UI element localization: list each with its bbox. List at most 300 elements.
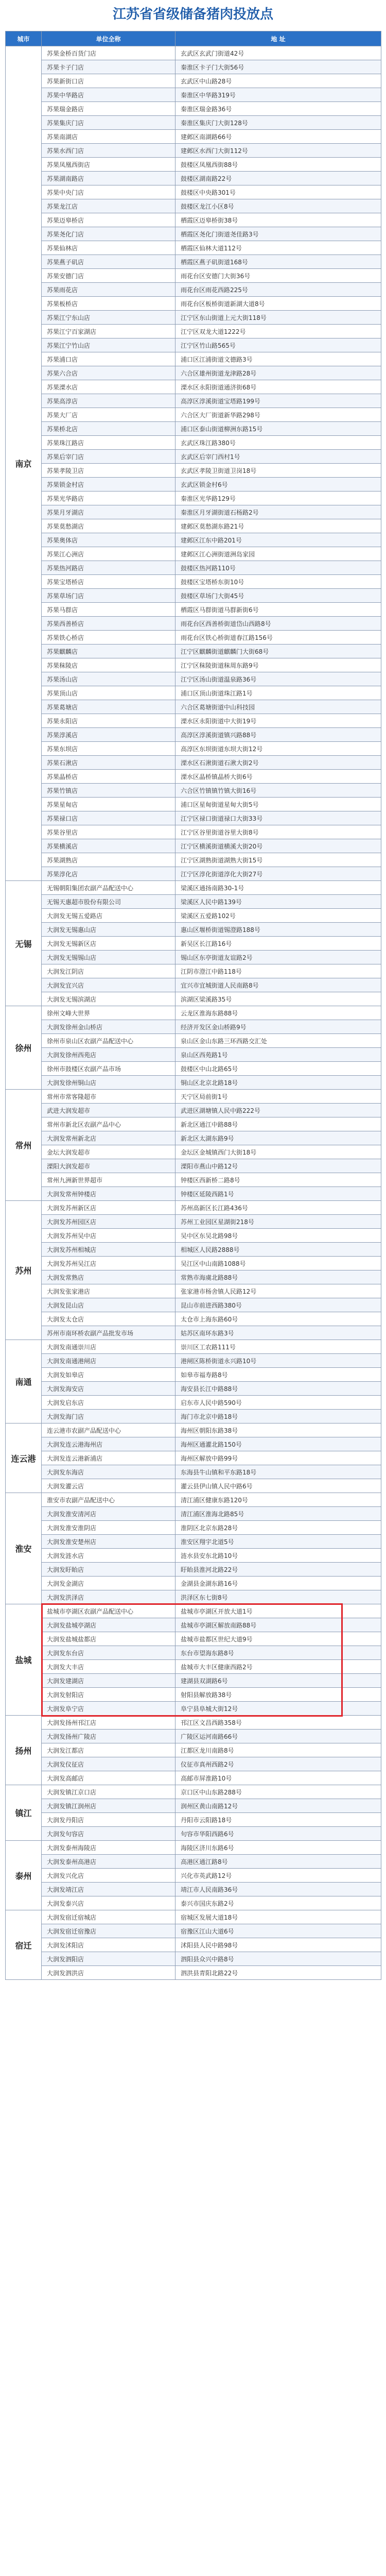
- unit-name-cell: 大润发盐城亭湖店: [42, 1618, 176, 1632]
- address-cell: 泗阳县众兴中路8号: [176, 1952, 381, 1966]
- table-row: [6, 631, 381, 645]
- table-row: [6, 1020, 381, 1034]
- table-row: [6, 1257, 381, 1270]
- address-cell: 江都区龙川南路8号: [176, 1743, 381, 1757]
- header-city: 城市: [6, 31, 42, 46]
- unit-name-cell: 大润发镇江京口店: [42, 1785, 176, 1799]
- address-cell: 六合区大厂街道新华路298号: [176, 408, 381, 422]
- unit-name-cell: 大润发建湖店: [42, 1674, 176, 1688]
- table-row: [6, 1312, 381, 1326]
- table-row: [6, 742, 381, 756]
- table-row: [6, 158, 381, 172]
- unit-name-cell: 徐州市泉山区农副产品配送中心: [42, 1034, 176, 1048]
- unit-name-cell: 大润发启东店: [42, 1396, 176, 1410]
- unit-name-cell: 苏果永阳店: [42, 714, 176, 728]
- table-row: [6, 1632, 381, 1646]
- address-cell: 京口区中山东路288号: [176, 1785, 381, 1799]
- table-row: [6, 130, 381, 144]
- unit-name-cell: 常州九洲新世界超市: [42, 1173, 176, 1187]
- address-cell: 东台市望海东路8号: [176, 1646, 381, 1660]
- unit-name-cell: 大润发淮安楚州店: [42, 1535, 176, 1549]
- table-row: [6, 241, 381, 255]
- unit-name-cell: 苏果江宁东山店: [42, 311, 176, 325]
- address-cell: 梁溪区人民中路139号: [176, 895, 381, 909]
- header-row: [6, 31, 381, 46]
- unit-name-cell: 盐城市亭湖区农副产品配送中心: [42, 1604, 176, 1618]
- table-row: [6, 1757, 381, 1771]
- table-row: [6, 297, 381, 311]
- table-row: [6, 1563, 381, 1577]
- unit-name-cell: 苏果谷里店: [42, 825, 176, 839]
- city-cell: 常州: [6, 1090, 42, 1201]
- address-cell: 盐城市大丰区健康西路2号: [176, 1660, 381, 1674]
- address-cell: 淮安区翔宇北道5号: [176, 1535, 381, 1549]
- address-cell: 射阳县解放路38号: [176, 1688, 381, 1702]
- unit-name-cell: 大润发扬州广陵店: [42, 1730, 176, 1743]
- address-cell: 江宁区秣陵街道秣周东路9号: [176, 658, 381, 672]
- unit-name-cell: 大润发无锡惠山店: [42, 923, 176, 937]
- address-cell: 江宁区汤山街道温泉路36号: [176, 672, 381, 686]
- unit-name-cell: 金坛大润发超市: [42, 1145, 176, 1159]
- address-cell: 东海县牛山镇和平东路18号: [176, 1465, 381, 1479]
- table-row: [6, 1521, 381, 1535]
- address-cell: 浦口区江浦街道文德路3号: [176, 352, 381, 366]
- table-row: [6, 88, 381, 102]
- address-cell: 洪泽区东七街8号: [176, 1590, 381, 1604]
- unit-name-cell: 苏果南湖店: [42, 130, 176, 144]
- table-row: [6, 1799, 381, 1813]
- unit-name-cell: 苏果石湫店: [42, 756, 176, 770]
- unit-name-cell: 苏果马群店: [42, 603, 176, 617]
- city-cell: 盐城: [6, 1604, 42, 1716]
- table-row: [6, 1646, 381, 1660]
- unit-name-cell: 苏果六合店: [42, 366, 176, 380]
- address-cell: 玄武区珠江路380号: [176, 436, 381, 450]
- unit-name-cell: 苏果迈皋桥店: [42, 213, 176, 227]
- unit-name-cell: 苏果晶桥店: [42, 770, 176, 784]
- address-cell: 鼓楼区宝塔桥东街10号: [176, 575, 381, 589]
- table-row: [6, 1618, 381, 1632]
- table-row: [6, 575, 381, 589]
- address-cell: 溧水区晶桥镇晶桥大街6号: [176, 770, 381, 784]
- table-row: [6, 978, 381, 992]
- address-cell: 鼓楼区热河路110号: [176, 561, 381, 575]
- address-cell: 鼓楼区湖南路22号: [176, 172, 381, 185]
- city-cell: 苏州: [6, 1201, 42, 1340]
- unit-name-cell: 大润发泰州海陵店: [42, 1841, 176, 1855]
- table-row: [6, 617, 381, 631]
- table-row: [6, 1716, 381, 1730]
- address-cell: 秦淮区中华路319号: [176, 88, 381, 102]
- table-row: [6, 1855, 381, 1869]
- address-cell: 句容市华阳西路6号: [176, 1827, 381, 1841]
- table-row: [6, 784, 381, 798]
- unit-name-cell: 大润发连云港新浦店: [42, 1451, 176, 1465]
- unit-name-cell: 苏果淳化店: [42, 867, 176, 881]
- address-cell: 崇川区工农路111号: [176, 1340, 381, 1354]
- table-row: [6, 1896, 381, 1910]
- unit-name-cell: 大润发徐州铜山店: [42, 1076, 176, 1090]
- address-cell: 玄武区后宰门西村1号: [176, 450, 381, 464]
- table-row: [6, 519, 381, 533]
- address-cell: 金湖县金湖东路16号: [176, 1577, 381, 1590]
- table-row: [6, 1577, 381, 1590]
- table-row: [6, 1507, 381, 1521]
- table-row: [6, 450, 381, 464]
- address-cell: 鼓楼区中山北路65号: [176, 1062, 381, 1076]
- table-row: [6, 923, 381, 937]
- table-row: [6, 1104, 381, 1117]
- table-row: [6, 1229, 381, 1243]
- table-row: [6, 1479, 381, 1493]
- unit-name-cell: 大润发南通港闸店: [42, 1354, 176, 1368]
- unit-name-cell: 苏果集庆门店: [42, 116, 176, 130]
- table-row: [6, 380, 381, 394]
- table-row: [6, 144, 381, 158]
- unit-name-cell: 大润发淮安淮阴店: [42, 1521, 176, 1535]
- unit-name-cell: 大润发宿迁宿城店: [42, 1910, 176, 1924]
- unit-name-cell: 苏果淳溪店: [42, 728, 176, 742]
- table-row: [6, 408, 381, 422]
- unit-name-cell: 大润发泗洪店: [42, 1966, 176, 1980]
- unit-name-cell: 苏果江心洲店: [42, 547, 176, 561]
- table-row: [6, 74, 381, 88]
- address-cell: 玄武区孝陵卫街道卫岗18号: [176, 464, 381, 478]
- unit-name-cell: 苏果江宁竹山店: [42, 338, 176, 352]
- table-row: [6, 937, 381, 951]
- unit-name-cell: 大润发淮安清河店: [42, 1507, 176, 1521]
- address-cell: 灌云县伊山镇人民中路6号: [176, 1479, 381, 1493]
- address-cell: 溧水区石湫街道石湫大街2号: [176, 756, 381, 770]
- unit-name-cell: 大润发洪泽店: [42, 1590, 176, 1604]
- table-row: [6, 561, 381, 575]
- address-cell: 淮阴区北京东路28号: [176, 1521, 381, 1535]
- address-cell: 清江浦区淮海北路85号: [176, 1507, 381, 1521]
- table-row: [6, 172, 381, 185]
- unit-name-cell: 大润发苏州新区店: [42, 1201, 176, 1215]
- address-cell: 高淳区东坝街道东坝大街12号: [176, 742, 381, 756]
- table-row: [6, 1771, 381, 1785]
- table-row: [6, 756, 381, 770]
- table-row: [6, 1382, 381, 1396]
- address-cell: 建邺区南湖路66号: [176, 130, 381, 144]
- unit-name-cell: 苏果雨花店: [42, 283, 176, 297]
- address-cell: 江宁区竹山路565号: [176, 338, 381, 352]
- table-row: [6, 1215, 381, 1229]
- unit-name-cell: 大润发常熟店: [42, 1270, 176, 1284]
- unit-name-cell: 苏果孝陵卫店: [42, 464, 176, 478]
- address-cell: 鼓楼区凤凰西街88号: [176, 158, 381, 172]
- table-row: [6, 478, 381, 492]
- table-row: [6, 1159, 381, 1173]
- unit-name-cell: 大润发丹阳店: [42, 1813, 176, 1827]
- address-cell: 秦淮区月牙湖街道石杨路2号: [176, 505, 381, 519]
- address-cell: 梁溪区通扬南路30-1号: [176, 881, 381, 895]
- table-row: [6, 1688, 381, 1702]
- table-row: [6, 1451, 381, 1465]
- address-cell: 浦口区泰山街道柳洲东路15号: [176, 422, 381, 436]
- unit-name-cell: 苏果东坝店: [42, 742, 176, 756]
- table-row: [6, 505, 381, 519]
- table-row: [6, 1354, 381, 1368]
- unit-name-cell: 苏果禄口店: [42, 811, 176, 825]
- address-cell: 泗洪县青阳北路22号: [176, 1966, 381, 1980]
- unit-name-cell: 大润发太仓店: [42, 1312, 176, 1326]
- unit-name-cell: 苏果大厂店: [42, 408, 176, 422]
- address-cell: 江宁区谷里街道谷里大街8号: [176, 825, 381, 839]
- address-cell: 泰兴市国庆东路2号: [176, 1896, 381, 1910]
- table-row: [6, 1841, 381, 1855]
- unit-name-cell: 大润发苏州吴中店: [42, 1229, 176, 1243]
- table-row: [6, 1145, 381, 1159]
- table-row: [6, 269, 381, 283]
- address-cell: 邗江区文昌西路358号: [176, 1716, 381, 1730]
- unit-name-cell: 大润发徐州金山桥店: [42, 1020, 176, 1034]
- address-cell: 如皋市福寿路8号: [176, 1368, 381, 1382]
- address-cell: 鼓楼区草场门大街45号: [176, 589, 381, 603]
- unit-name-cell: 徐州市鼓楼区农副产品市场: [42, 1062, 176, 1076]
- table-row: [6, 1590, 381, 1604]
- table-row: [6, 839, 381, 853]
- header-name: 单位全称: [42, 31, 176, 46]
- unit-name-cell: 大润发东海店: [42, 1465, 176, 1479]
- table-row: [6, 227, 381, 241]
- unit-name-cell: 苏果横溪店: [42, 839, 176, 853]
- unit-name-cell: 大润发盐城盐都店: [42, 1632, 176, 1646]
- table-row: [6, 1270, 381, 1284]
- address-cell: 盐城市亭湖区解放南路88号: [176, 1618, 381, 1632]
- table-row: [6, 1604, 381, 1618]
- table-row: [6, 909, 381, 923]
- table-row: [6, 686, 381, 700]
- unit-name-cell: 苏果水西门店: [42, 144, 176, 158]
- address-cell: 栖霞区仙林大道112号: [176, 241, 381, 255]
- address-cell: 海门市北京中路18号: [176, 1410, 381, 1423]
- address-cell: 六合区竹镇镇竹镇大街16号: [176, 784, 381, 798]
- unit-name-cell: 苏果秣陵店: [42, 658, 176, 672]
- table-row: [6, 352, 381, 366]
- table-row: [6, 645, 381, 658]
- address-cell: 浦口区星甸街道星甸大街5号: [176, 798, 381, 811]
- table-row: [6, 589, 381, 603]
- table-row: [6, 825, 381, 839]
- table-row: [6, 60, 381, 74]
- table-row: [6, 1340, 381, 1354]
- table-row: [6, 1827, 381, 1841]
- unit-name-cell: 苏果湖南路店: [42, 172, 176, 185]
- address-cell: 雨花台区安德门大街36号: [176, 269, 381, 283]
- unit-name-cell: 大润发常州钟楼店: [42, 1187, 176, 1201]
- address-cell: 姑苏区南环东路3号: [176, 1326, 381, 1340]
- address-cell: 建邺区江心洲街道洲岛家园: [176, 547, 381, 561]
- table-row: [6, 1869, 381, 1883]
- table-row: [6, 213, 381, 227]
- unit-name-cell: 大润发泰州高港店: [42, 1855, 176, 1869]
- address-cell: 沭阳县人民中路98号: [176, 1938, 381, 1952]
- address-cell: 海州区解放中路99号: [176, 1451, 381, 1465]
- distribution-table: [5, 31, 381, 1980]
- address-cell: 惠山区堰桥街道锡澄路188号: [176, 923, 381, 937]
- city-cell: 泰州: [6, 1841, 42, 1910]
- table-row: [6, 1660, 381, 1674]
- address-cell: 钟楼区西新桥二路8号: [176, 1173, 381, 1187]
- unit-name-cell: 苏果顶山店: [42, 686, 176, 700]
- address-cell: 秦淮区瑞金路36号: [176, 102, 381, 116]
- table-row: [6, 436, 381, 450]
- unit-name-cell: 大润发无锡新区店: [42, 937, 176, 951]
- table-row: [6, 1048, 381, 1062]
- address-cell: 高淳区淳溪街道宝塔路199号: [176, 394, 381, 408]
- city-cell: 无锡: [6, 881, 42, 1006]
- address-cell: 浦口区顶山街道珠江路1号: [176, 686, 381, 700]
- table-row: [6, 283, 381, 297]
- unit-name-cell: 大润发泗阳店: [42, 1952, 176, 1966]
- unit-name-cell: 大润发徐州西苑店: [42, 1048, 176, 1062]
- table-row: [6, 1173, 381, 1187]
- unit-name-cell: 连云港市农副产品配送中心: [42, 1423, 176, 1437]
- address-cell: 海州区通灌北路150号: [176, 1437, 381, 1451]
- address-cell: 鼓楼区中央路301号: [176, 185, 381, 199]
- table-row: [6, 672, 381, 686]
- address-cell: 启东市人民中路590号: [176, 1396, 381, 1410]
- unit-name-cell: 苏果安德门店: [42, 269, 176, 283]
- table-row: [6, 1437, 381, 1451]
- table-row: [6, 464, 381, 478]
- address-cell: 海陵区济川东路6号: [176, 1841, 381, 1855]
- unit-name-cell: 苏果西善桥店: [42, 617, 176, 631]
- address-cell: 吴江区中山南路1088号: [176, 1257, 381, 1270]
- address-cell: 江阴市澄江中路118号: [176, 964, 381, 978]
- unit-name-cell: 大润发张家港店: [42, 1284, 176, 1298]
- address-cell: 金坛区金城镇西门大街18号: [176, 1145, 381, 1159]
- address-cell: 江宁区双龙大道1222号: [176, 325, 381, 338]
- unit-name-cell: 溧阳大润发超市: [42, 1159, 176, 1173]
- table-row: [6, 1549, 381, 1563]
- address-cell: 江宁区东山街道上元大街118号: [176, 311, 381, 325]
- table-row: [6, 951, 381, 964]
- address-cell: 泉山区西苑路1号: [176, 1048, 381, 1062]
- address-cell: 滨湖区梁溪路35号: [176, 992, 381, 1006]
- unit-name-cell: 大润发连云港海州店: [42, 1437, 176, 1451]
- address-cell: 雨花台区铁心桥街道春江路156号: [176, 631, 381, 645]
- unit-name-cell: 苏果锁金村店: [42, 478, 176, 492]
- unit-name-cell: 大润发如皋店: [42, 1368, 176, 1382]
- unit-name-cell: 大润发高邮店: [42, 1771, 176, 1785]
- unit-name-cell: 大润发灌云店: [42, 1479, 176, 1493]
- unit-name-cell: 大润发江阴店: [42, 964, 176, 978]
- address-cell: 高港区通江路8号: [176, 1855, 381, 1869]
- city-cell: 镇江: [6, 1785, 42, 1841]
- address-cell: 苏州高新区长江路436号: [176, 1201, 381, 1215]
- address-cell: 江宁区淳化街道淳化大街27号: [176, 867, 381, 881]
- table-row: [6, 1966, 381, 1980]
- city-cell: 南通: [6, 1340, 42, 1423]
- address-cell: 常熟市海虞北路88号: [176, 1270, 381, 1284]
- table-row: [6, 1743, 381, 1757]
- unit-name-cell: 苏果莫愁湖店: [42, 519, 176, 533]
- unit-name-cell: 大润发涟水店: [42, 1549, 176, 1563]
- table-row: [6, 1076, 381, 1090]
- unit-name-cell: 大润发阜宁店: [42, 1702, 176, 1716]
- address-cell: 张家港市杨舍镇人民路12号: [176, 1284, 381, 1298]
- table-row: [6, 603, 381, 617]
- address-cell: 栖霞区燕子矶街道168号: [176, 255, 381, 269]
- address-cell: 江宁区湖熟街道湖熟大街15号: [176, 853, 381, 867]
- unit-name-cell: 大润发盱眙店: [42, 1563, 176, 1577]
- unit-name-cell: 苏果中华路店: [42, 88, 176, 102]
- unit-name-cell: 大润发海安店: [42, 1382, 176, 1396]
- address-cell: 溧阳市燕山中路12号: [176, 1159, 381, 1173]
- unit-name-cell: 大润发仪征店: [42, 1757, 176, 1771]
- table-row: [6, 102, 381, 116]
- unit-name-cell: 苏果仙林店: [42, 241, 176, 255]
- table-row: [6, 811, 381, 825]
- address-cell: 秦淮区卡子门大街56号: [176, 60, 381, 74]
- address-cell: 阜宁县阜城大街12号: [176, 1702, 381, 1716]
- unit-name-cell: 苏果高淳店: [42, 394, 176, 408]
- unit-name-cell: 武进大润发超市: [42, 1104, 176, 1117]
- unit-name-cell: 苏果月牙湖店: [42, 505, 176, 519]
- unit-name-cell: 大润发常州新北店: [42, 1131, 176, 1145]
- unit-name-cell: 苏果卡子门店: [42, 60, 176, 74]
- table-row: [6, 1396, 381, 1410]
- table-row: [6, 1702, 381, 1716]
- address-cell: 仪征市真州西路2号: [176, 1757, 381, 1771]
- table-row: [6, 1187, 381, 1201]
- address-cell: 海安县长江中路88号: [176, 1382, 381, 1396]
- unit-name-cell: 大润发昆山店: [42, 1298, 176, 1312]
- address-cell: 丹阳市云阳路18号: [176, 1813, 381, 1827]
- city-cell: 连云港: [6, 1423, 42, 1493]
- address-cell: 宿豫区江山大道6号: [176, 1924, 381, 1938]
- unit-name-cell: 无锡朝阳集团农副产品配送中心: [42, 881, 176, 895]
- address-cell: 昆山市前进西路380号: [176, 1298, 381, 1312]
- page-title: 江苏省省级储备猪肉投放点: [112, 7, 273, 22]
- unit-name-cell: 苏果中央门店: [42, 185, 176, 199]
- unit-name-cell: 苏果铁心桥店: [42, 631, 176, 645]
- address-cell: 锡山区东亭街道友谊路2号: [176, 951, 381, 964]
- table-row: [6, 1410, 381, 1423]
- address-cell: 宜兴市宜城街道人民南路8号: [176, 978, 381, 992]
- unit-name-cell: 苏果星甸店: [42, 798, 176, 811]
- table-row: [6, 867, 381, 881]
- unit-name-cell: 大润发镇江润州店: [42, 1799, 176, 1813]
- table-row: [6, 338, 381, 352]
- table-row: [6, 728, 381, 742]
- table-row: [6, 255, 381, 269]
- table-row: [6, 185, 381, 199]
- table-row: [6, 895, 381, 909]
- table-row: [6, 1938, 381, 1952]
- unit-name-cell: 苏果桥北店: [42, 422, 176, 436]
- address-cell: 铜山区北京北路18号: [176, 1076, 381, 1090]
- table-row: [6, 46, 381, 60]
- unit-name-cell: 大润发靖江店: [42, 1883, 176, 1896]
- unit-name-cell: 大润发苏州园区店: [42, 1215, 176, 1229]
- header-address: 地 址: [176, 31, 381, 46]
- unit-name-cell: 大润发海门店: [42, 1410, 176, 1423]
- table-row: [6, 1243, 381, 1257]
- unit-name-cell: 苏果竹镇店: [42, 784, 176, 798]
- table-row: [6, 547, 381, 561]
- table-row: [6, 992, 381, 1006]
- table-row: [6, 1298, 381, 1312]
- unit-name-cell: 苏果凤凰西街店: [42, 158, 176, 172]
- unit-name-cell: 常州市常客隆超市: [42, 1090, 176, 1104]
- address-cell: 润州区黄山南路12号: [176, 1799, 381, 1813]
- table-row: [6, 1910, 381, 1924]
- unit-name-cell: 苏果湖熟店: [42, 853, 176, 867]
